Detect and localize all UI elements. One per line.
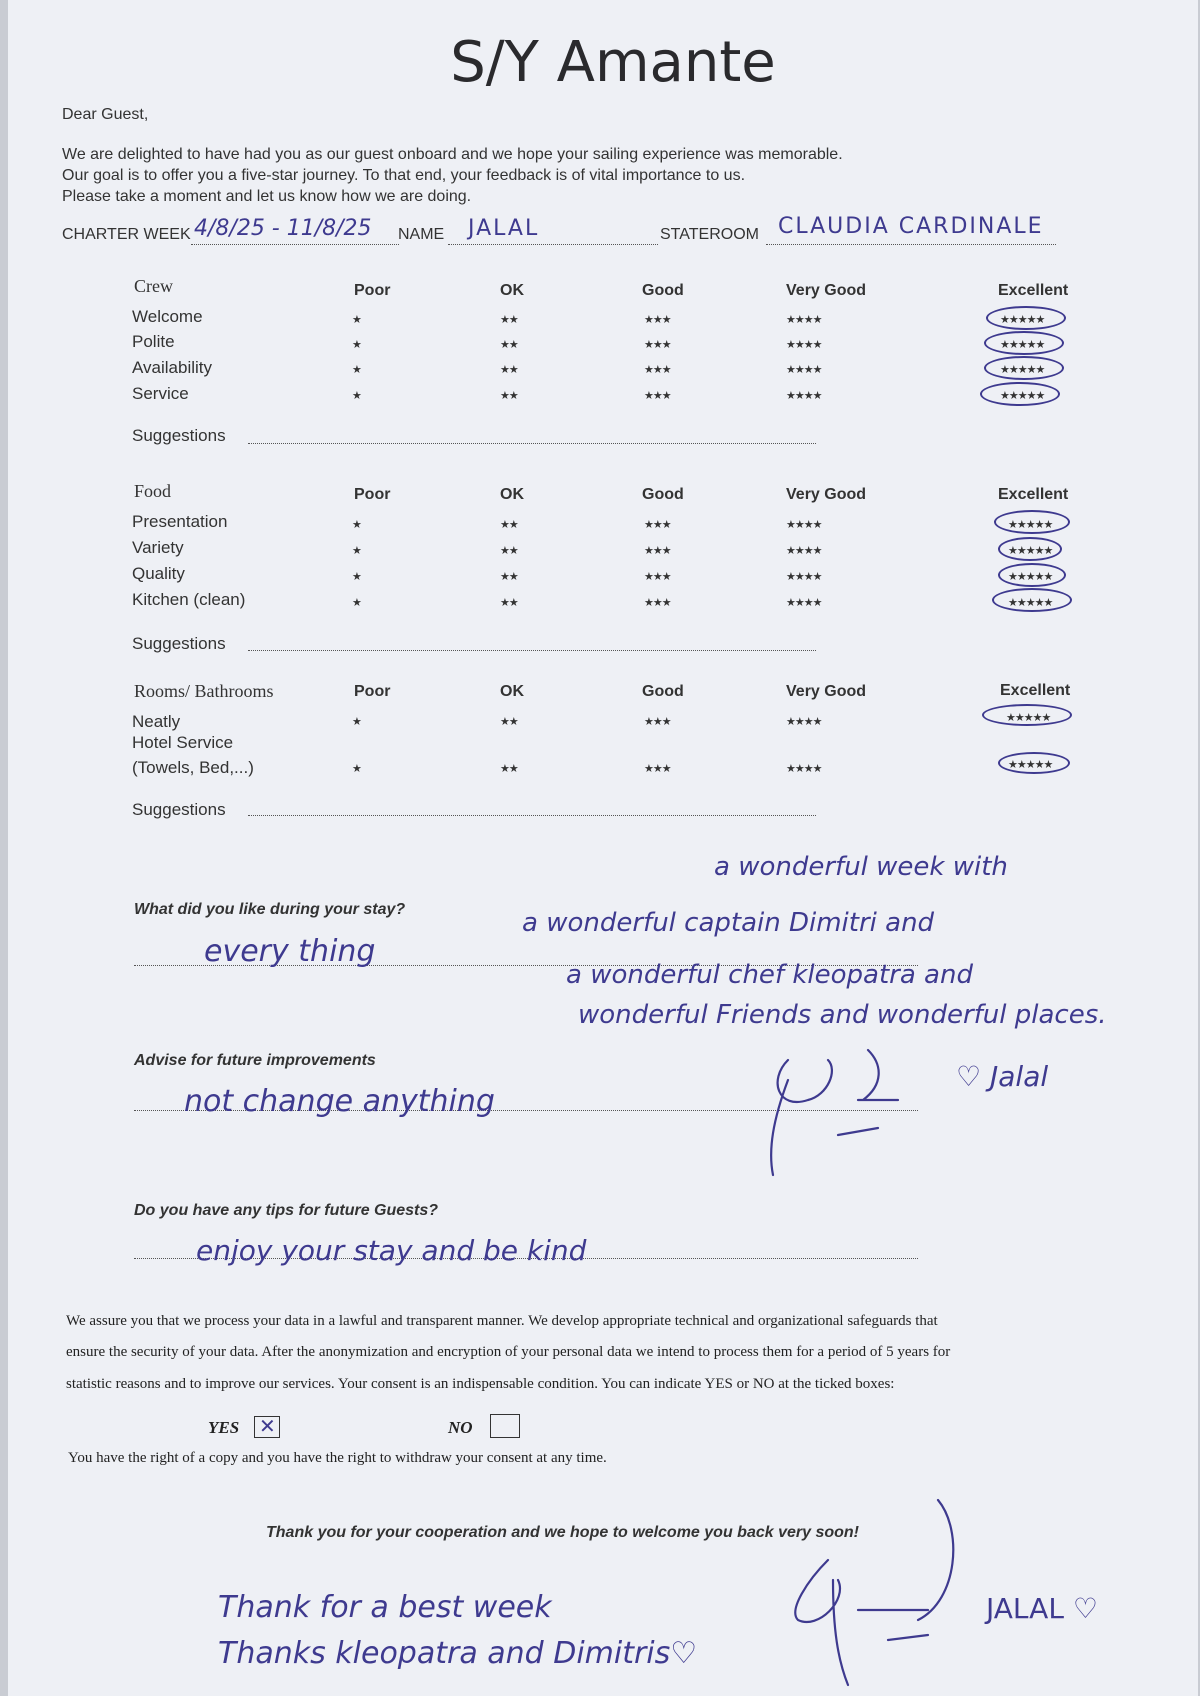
rating-star-selected[interactable]: ★★★★★ <box>1008 596 1053 609</box>
rating-star-selected[interactable]: ★★★★★ <box>1000 389 1045 402</box>
legal-line-3: statistic reasons and to improve our services. Your consent is an indispensable condition. You can indicate YES or NO at the ticked boxes: <box>66 1376 895 1392</box>
rating-star[interactable]: ★★★★ <box>786 596 822 609</box>
col-very-good: Very Good <box>786 486 867 503</box>
rating-star-selected[interactable]: ★★★★★ <box>1008 544 1053 557</box>
name-value[interactable]: JALAL <box>468 216 540 241</box>
selection-circle <box>984 356 1064 380</box>
col-good: Good <box>642 683 684 700</box>
col-very-good: Very Good <box>786 282 867 299</box>
rating-star[interactable]: ★★★ <box>644 363 671 376</box>
name-line <box>448 244 658 245</box>
row-quality: Quality <box>132 564 185 583</box>
rating-star-selected[interactable]: ★★★★★ <box>1000 338 1045 351</box>
rights-line: You have the right of a copy and you have the right to withdraw your consent at any time. <box>68 1450 607 1466</box>
intro-line-3: Please take a moment and let us know how we are doing. <box>62 188 472 205</box>
rating-star-selected[interactable]: ★★★★★ <box>1008 518 1053 531</box>
no-label: NO <box>448 1418 473 1437</box>
yes-checkbox-mark: ✕ <box>259 1414 276 1438</box>
row-availability: Availability <box>132 358 213 377</box>
intro-line-2: Our goal is to offer you a five-star journey. To that end, your feedback is of vital importance to us. <box>62 167 746 184</box>
section-title-rooms: Rooms/ Bathrooms <box>134 681 274 701</box>
closing-line-1: Thank for a best week <box>218 1590 552 1625</box>
row-neatly: Neatly <box>132 712 181 731</box>
rating-star[interactable]: ★ <box>352 544 361 557</box>
signature-note: ♡ Jalal <box>956 1060 1049 1093</box>
liked-note-line-3: a wonderful chef kleopatra and <box>566 960 973 990</box>
intro-line-1: We are delighted to have had you as our guest onboard and we hope your sailing experience was memorable. <box>62 146 843 163</box>
rating-star[interactable]: ★★★★ <box>786 338 822 351</box>
rating-star-selected[interactable]: ★★★★★ <box>1000 313 1045 326</box>
col-excellent: Excellent <box>1000 682 1071 699</box>
question-liked: What did you like during your stay? <box>134 901 406 918</box>
rating-star-selected[interactable]: ★★★★★ <box>1006 711 1051 724</box>
col-good: Good <box>642 486 684 503</box>
rating-star[interactable]: ★★★ <box>644 596 671 609</box>
rating-star[interactable]: ★ <box>352 762 361 775</box>
legal-line-2: ensure the security of your data. After the anonymization and encryption of your personal data we intend to process them for a period of 5 years for <box>66 1344 951 1360</box>
rating-star-selected[interactable]: ★★★★★ <box>1008 570 1053 583</box>
col-very-good: Very Good <box>786 683 867 700</box>
rating-star[interactable]: ★★★ <box>644 570 671 583</box>
rating-star[interactable]: ★★★★ <box>786 715 822 728</box>
col-excellent: Excellent <box>998 486 1069 503</box>
thanks-line: Thank you for your cooperation and we hope to welcome you back very soon! <box>266 1524 859 1541</box>
row-presentation: Presentation <box>132 512 228 531</box>
legal-line-1: We assure you that we process your data in a lawful and transparent manner. We develop appropriate technical and organizational safeguards that <box>66 1313 938 1329</box>
row-welcome: Welcome <box>132 307 203 326</box>
rating-star[interactable]: ★ <box>352 570 361 583</box>
rating-star[interactable]: ★★★ <box>644 338 671 351</box>
suggestions-label: Suggestions <box>132 634 226 653</box>
suggestions-label: Suggestions <box>132 800 226 819</box>
col-poor: Poor <box>354 282 391 299</box>
answer-liked[interactable]: every thing <box>204 934 376 969</box>
yes-checkbox[interactable] <box>254 1416 280 1438</box>
stateroom-value[interactable]: CLAUDIA CARDINALE <box>778 214 1044 239</box>
charter-week-label: CHARTER WEEK <box>62 226 191 243</box>
liked-note-line-4: wonderful Friends and wonderful places. <box>578 1000 1107 1030</box>
rating-star[interactable]: ★★ <box>500 762 518 775</box>
charter-week-line <box>191 244 399 245</box>
row-service: Service <box>132 384 189 403</box>
rating-star[interactable]: ★★★ <box>644 518 671 531</box>
liked-note-line-1: a wonderful week with <box>714 852 1008 882</box>
rating-star[interactable]: ★★ <box>500 715 518 728</box>
rating-star[interactable]: ★★★ <box>644 715 671 728</box>
col-excellent: Excellent <box>998 282 1069 299</box>
question-improvements: Advise for future improvements <box>134 1052 376 1069</box>
rating-star[interactable]: ★★★ <box>644 313 671 326</box>
rating-star[interactable]: ★★ <box>500 544 518 557</box>
section-title-food: Food <box>134 481 172 501</box>
signature-scribble <box>768 1040 928 1180</box>
row-kitchen: Kitchen (clean) <box>132 590 246 609</box>
col-ok: OK <box>500 282 524 299</box>
name-label: NAME <box>398 226 445 243</box>
charter-week-value[interactable]: 4/8/25 - 11/8/25 <box>194 216 372 241</box>
suggestions-label: Suggestions <box>132 426 226 445</box>
selection-circle <box>998 537 1062 561</box>
suggestions-line[interactable] <box>248 650 816 651</box>
closing-signature: JALAL ♡ <box>986 1592 1098 1625</box>
page-title: S/Y Amante <box>450 30 776 95</box>
rating-star[interactable]: ★ <box>352 313 361 326</box>
col-poor: Poor <box>354 486 391 503</box>
col-poor: Poor <box>354 683 391 700</box>
col-ok: OK <box>500 486 524 503</box>
selection-circle <box>986 306 1066 330</box>
rating-star[interactable]: ★★ <box>500 570 518 583</box>
selection-circle <box>980 382 1060 406</box>
rating-star[interactable]: ★★★★ <box>786 570 822 583</box>
rating-star[interactable]: ★ <box>352 715 361 728</box>
row-towels-bed: (Towels, Bed,...) <box>132 758 254 777</box>
rating-star[interactable]: ★★★★ <box>786 363 822 376</box>
closing-signature-scribble <box>788 1490 988 1690</box>
rating-star-selected[interactable]: ★★★★★ <box>1000 363 1045 376</box>
rating-star[interactable]: ★★ <box>500 363 518 376</box>
rating-star[interactable]: ★★★ <box>644 762 671 775</box>
rating-star[interactable]: ★★ <box>500 518 518 531</box>
rating-star[interactable]: ★ <box>352 338 361 351</box>
selection-circle <box>994 510 1070 534</box>
rating-star[interactable]: ★★★★ <box>786 389 822 402</box>
rating-star[interactable]: ★ <box>352 389 361 402</box>
selection-circle <box>998 563 1066 587</box>
rating-star[interactable]: ★★★★ <box>786 544 822 557</box>
rating-star[interactable]: ★ <box>352 596 361 609</box>
rating-star[interactable]: ★ <box>352 518 361 531</box>
liked-note-line-2: a wonderful captain Dimitri and <box>522 908 935 938</box>
suggestions-line[interactable] <box>248 815 816 816</box>
rating-star[interactable]: ★★★ <box>644 544 671 557</box>
suggestions-line[interactable] <box>248 443 816 444</box>
rating-star[interactable]: ★★ <box>500 338 518 351</box>
rating-star[interactable]: ★★★★ <box>786 762 822 775</box>
col-ok: OK <box>500 683 524 700</box>
rating-star[interactable]: ★★★★ <box>786 518 822 531</box>
greeting: Dear Guest, <box>62 106 149 123</box>
selection-circle <box>984 331 1064 355</box>
selection-circle <box>998 752 1070 774</box>
rating-star[interactable]: ★ <box>352 363 361 376</box>
answer-tips[interactable]: enjoy your stay and be kind <box>196 1234 587 1267</box>
feedback-sheet <box>8 0 1198 1696</box>
section-title-crew: Crew <box>134 276 173 296</box>
selection-circle <box>982 704 1072 726</box>
rating-star[interactable]: ★★★★ <box>786 313 822 326</box>
col-good: Good <box>642 282 684 299</box>
row-polite: Polite <box>132 332 175 351</box>
question-tips: Do you have any tips for future Guests? <box>134 1202 439 1219</box>
rating-star[interactable]: ★★ <box>500 389 518 402</box>
row-variety: Variety <box>132 538 184 557</box>
rating-star[interactable]: ★★★ <box>644 389 671 402</box>
row-hotel-service: Hotel Service <box>132 733 234 752</box>
stateroom-label: STATEROOM <box>660 226 759 243</box>
stateroom-line <box>766 244 1056 245</box>
closing-line-2: Thanks kleopatra and Dimitris♡ <box>218 1636 698 1671</box>
rating-star[interactable]: ★★ <box>500 596 518 609</box>
no-checkbox[interactable] <box>490 1414 520 1438</box>
rating-star[interactable]: ★★ <box>500 313 518 326</box>
selection-circle <box>992 588 1072 612</box>
rating-star-selected[interactable]: ★★★★★ <box>1008 758 1053 771</box>
yes-label: YES <box>208 1418 240 1437</box>
answer-improvements[interactable]: not change anything <box>184 1084 495 1119</box>
